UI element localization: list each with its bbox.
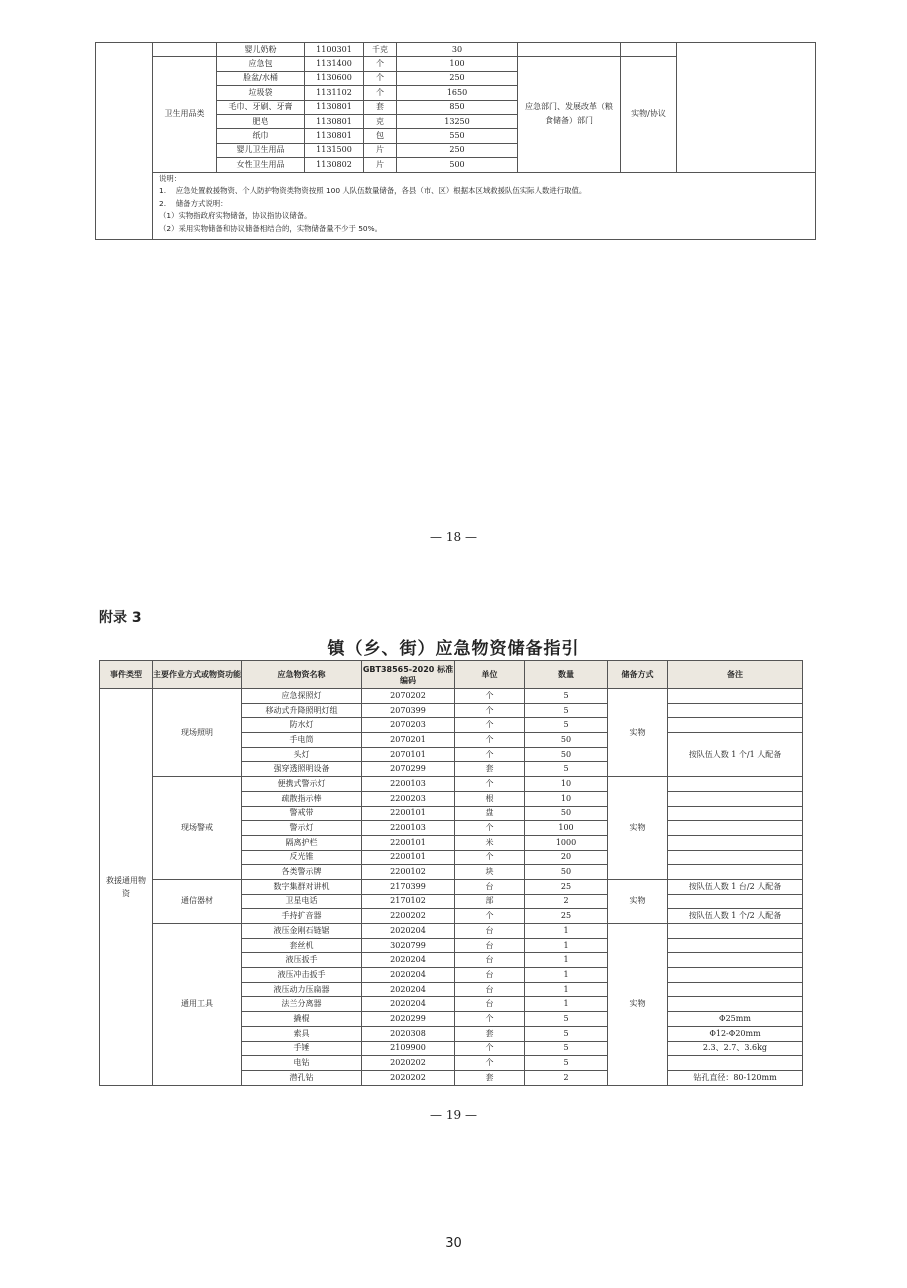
remark-cell — [668, 835, 803, 850]
remark-cell — [668, 791, 803, 806]
item-unit: 个 — [455, 689, 525, 704]
item-code: 2020202 — [362, 1056, 455, 1071]
item-name: 数字集群对讲机 — [242, 879, 362, 894]
item-name: 索具 — [242, 1026, 362, 1041]
item-name: 套丝机 — [242, 938, 362, 953]
remark-cell — [668, 953, 803, 968]
appendix-label: 附录 3 — [99, 610, 142, 626]
header-event-type: 事件类型 — [100, 661, 153, 689]
item-unit: 个 — [455, 747, 525, 762]
item-code: 2200103 — [362, 777, 455, 792]
header-unit: 单位 — [455, 661, 525, 689]
item-code: 2020204 — [362, 953, 455, 968]
item-unit: 个 — [455, 703, 525, 718]
item-qty: 2 — [525, 1070, 608, 1085]
item-code: 1130801 — [305, 129, 364, 143]
item-code: 1131400 — [305, 57, 364, 71]
item-name: 婴儿奶粉 — [217, 43, 305, 57]
item-qty: 1 — [525, 968, 608, 983]
remark-cell — [668, 938, 803, 953]
footer-page-number: 30 — [445, 1236, 462, 1251]
item-code: 2020204 — [362, 924, 455, 939]
note-line: （2）采用实物储备和协议储备相结合的，实物储备量不少于 50%。 — [159, 223, 383, 233]
item-qty: 50 — [525, 747, 608, 762]
item-code: 2020204 — [362, 982, 455, 997]
item-code: 2200203 — [362, 791, 455, 806]
item-name: 手锤 — [242, 1041, 362, 1056]
item-name: 法兰分离器 — [242, 997, 362, 1012]
item-code: 1100301 — [305, 43, 364, 57]
item-code: 1130802 — [305, 158, 364, 172]
item-name: 警戒带 — [242, 806, 362, 821]
item-qty: 500 — [397, 158, 518, 172]
item-code: 2070399 — [362, 703, 455, 718]
item-name: 疏散指示棒 — [242, 791, 362, 806]
remark-cell: Φ25mm — [668, 1012, 803, 1027]
item-name: 防水灯 — [242, 718, 362, 733]
remark-cell — [668, 777, 803, 792]
item-unit: 个 — [364, 57, 397, 71]
item-qty: 5 — [525, 703, 608, 718]
item-qty: 550 — [397, 129, 518, 143]
item-name: 液压金刚石链锯 — [242, 924, 362, 939]
item-name: 婴儿卫生用品 — [217, 143, 305, 157]
item-code: 2020299 — [362, 1012, 455, 1027]
table-row — [100, 879, 803, 894]
item-qty: 5 — [525, 1056, 608, 1071]
notes-row — [96, 172, 816, 239]
item-unit: 片 — [364, 143, 397, 157]
blank-cell — [518, 43, 621, 57]
item-qty: 100 — [525, 821, 608, 836]
note-line: （1）实物指政府实物储备，协议指协议储备。 — [159, 211, 312, 221]
item-unit: 个 — [455, 718, 525, 733]
header-function: 主要作业方式或物资功能 — [153, 661, 242, 689]
item-qty: 10 — [525, 791, 608, 806]
method-cell: 实物 — [608, 777, 668, 880]
item-name: 液压扳手 — [242, 953, 362, 968]
item-qty: 5 — [525, 762, 608, 777]
item-name: 警示灯 — [242, 821, 362, 836]
notes-cell — [153, 172, 816, 239]
top-table — [95, 42, 816, 240]
item-qty: 30 — [397, 43, 518, 57]
item-unit: 台 — [455, 938, 525, 953]
method-cell: 实物 — [608, 924, 668, 1086]
item-name: 女性卫生用品 — [217, 158, 305, 172]
item-code: 1131102 — [305, 86, 364, 100]
remark-cell: 钻孔直径：80-120mm — [668, 1070, 803, 1085]
item-unit: 片 — [364, 158, 397, 172]
note-line: 说明： — [159, 173, 182, 183]
item-code: 3020799 — [362, 938, 455, 953]
remark-cell — [668, 689, 803, 704]
table-row — [100, 924, 803, 939]
header-name: 应急物资名称 — [242, 661, 362, 689]
item-qty: 10 — [525, 777, 608, 792]
item-name: 电钻 — [242, 1056, 362, 1071]
remark-cell — [668, 894, 803, 909]
item-name: 手电筒 — [242, 733, 362, 748]
item-name: 液压动力压扁器 — [242, 982, 362, 997]
item-qty: 25 — [525, 909, 608, 924]
page-number: — 19 — — [430, 1108, 477, 1122]
item-unit: 个 — [455, 909, 525, 924]
item-name: 应急探照灯 — [242, 689, 362, 704]
item-qty: 250 — [397, 71, 518, 85]
item-code: 1131500 — [305, 143, 364, 157]
item-name: 纸巾 — [217, 129, 305, 143]
item-unit: 个 — [455, 733, 525, 748]
item-code: 2170102 — [362, 894, 455, 909]
item-qty: 250 — [397, 143, 518, 157]
item-unit: 盘 — [455, 806, 525, 821]
item-qty: 1 — [525, 982, 608, 997]
item-qty: 1 — [525, 997, 608, 1012]
header-method: 储备方式 — [608, 661, 668, 689]
remark-cell — [668, 821, 803, 836]
item-qty: 1650 — [397, 86, 518, 100]
function-cell: 现场照明 — [153, 689, 242, 777]
item-code: 2020204 — [362, 968, 455, 983]
method-cell: 实物 — [608, 879, 668, 923]
dept-cell: 应急部门、发展改革（粮食储备）部门 — [518, 57, 621, 172]
item-qty: 50 — [525, 733, 608, 748]
method-cell: 实物 — [608, 689, 668, 777]
item-name: 肥皂 — [217, 114, 305, 128]
item-unit: 个 — [455, 850, 525, 865]
item-code: 2170399 — [362, 879, 455, 894]
item-name: 应急包 — [217, 57, 305, 71]
item-unit: 米 — [455, 835, 525, 850]
item-unit: 台 — [455, 953, 525, 968]
item-qty: 1000 — [525, 835, 608, 850]
function-cell: 通信器材 — [153, 879, 242, 923]
reserve-table — [99, 660, 803, 1086]
remark-cell: 2.3、2.7、3.6kg — [668, 1041, 803, 1056]
item-name: 头灯 — [242, 747, 362, 762]
table-row — [96, 43, 816, 57]
item-name: 毛巾、牙刷、牙膏 — [217, 100, 305, 114]
remark-cell — [668, 982, 803, 997]
category-cell: 卫生用品类 — [153, 57, 217, 172]
item-qty: 13250 — [397, 114, 518, 128]
item-unit: 台 — [455, 982, 525, 997]
item-code: 2020204 — [362, 997, 455, 1012]
remark-cell: 按队伍人数 1 个/1 人配备 — [668, 733, 803, 777]
header-code: GBT38565-2020 标准编码 — [362, 661, 455, 689]
item-qty: 5 — [525, 1041, 608, 1056]
item-code: 1130801 — [305, 114, 364, 128]
blank-cell — [621, 43, 677, 57]
item-unit: 套 — [364, 100, 397, 114]
remark-cell: 按队伍人数 1 台/2 人配备 — [668, 879, 803, 894]
table-header-row — [100, 661, 803, 689]
item-code: 2200101 — [362, 806, 455, 821]
item-name: 反光锥 — [242, 850, 362, 865]
item-unit: 个 — [455, 777, 525, 792]
item-unit: 个 — [455, 1056, 525, 1071]
remark-cell — [668, 924, 803, 939]
item-code: 2070203 — [362, 718, 455, 733]
item-name: 便携式警示灯 — [242, 777, 362, 792]
item-unit: 克 — [364, 114, 397, 128]
item-qty: 20 — [525, 850, 608, 865]
remark-cell — [668, 968, 803, 983]
table-row — [100, 689, 803, 704]
item-qty: 2 — [525, 894, 608, 909]
blank-cell — [677, 43, 816, 173]
item-qty: 5 — [525, 718, 608, 733]
note-line: 1. 应急处置救援物资、个人防护物资类物资按照 100 人队伍数量储备，各县（市、区）根据本区域救援队伍实际人数进行取值。 — [159, 186, 587, 196]
item-unit: 个 — [364, 71, 397, 85]
item-name: 卫星电话 — [242, 894, 362, 909]
page-number: — 18 — — [430, 530, 477, 544]
item-code: 2070202 — [362, 689, 455, 704]
item-unit: 个 — [455, 1012, 525, 1027]
item-code: 2109900 — [362, 1041, 455, 1056]
remark-cell — [668, 806, 803, 821]
item-qty: 850 — [397, 100, 518, 114]
item-code: 2070101 — [362, 747, 455, 762]
item-code: 2200101 — [362, 835, 455, 850]
item-unit: 台 — [455, 879, 525, 894]
item-unit: 套 — [455, 1070, 525, 1085]
item-unit: 套 — [455, 762, 525, 777]
item-unit: 部 — [455, 894, 525, 909]
item-unit: 套 — [455, 1026, 525, 1041]
item-qty: 5 — [525, 689, 608, 704]
table-row — [100, 777, 803, 792]
item-code: 2200202 — [362, 909, 455, 924]
item-name: 液压冲击扳手 — [242, 968, 362, 983]
item-qty: 1 — [525, 924, 608, 939]
item-qty: 5 — [525, 1026, 608, 1041]
item-name: 强穿透照明设备 — [242, 762, 362, 777]
remark-cell — [668, 718, 803, 733]
item-code: 2070201 — [362, 733, 455, 748]
item-qty: 100 — [397, 57, 518, 71]
item-unit: 千克 — [364, 43, 397, 57]
item-qty: 1 — [525, 938, 608, 953]
item-code: 2200102 — [362, 865, 455, 880]
item-unit: 台 — [455, 924, 525, 939]
item-code: 1130801 — [305, 100, 364, 114]
item-unit: 个 — [455, 1041, 525, 1056]
item-code: 2070299 — [362, 762, 455, 777]
item-unit: 包 — [364, 129, 397, 143]
item-code: 2020308 — [362, 1026, 455, 1041]
item-name: 隔离护栏 — [242, 835, 362, 850]
remark-cell — [668, 1056, 803, 1071]
function-cell: 现场警戒 — [153, 777, 242, 880]
header-remark: 备注 — [668, 661, 803, 689]
item-qty: 50 — [525, 865, 608, 880]
item-qty: 25 — [525, 879, 608, 894]
blank-cell — [96, 43, 153, 240]
remark-cell — [668, 997, 803, 1012]
event-type-cell: 救援通用物资 — [100, 689, 153, 1086]
item-code: 2200103 — [362, 821, 455, 836]
item-unit: 台 — [455, 997, 525, 1012]
remark-cell: Φ12-Φ20mm — [668, 1026, 803, 1041]
item-name: 垃圾袋 — [217, 86, 305, 100]
item-unit: 台 — [455, 968, 525, 983]
item-name: 各类警示牌 — [242, 865, 362, 880]
item-name: 潜孔钻 — [242, 1070, 362, 1085]
item-name: 移动式升降照明灯组 — [242, 703, 362, 718]
page-title: 镇（乡、街）应急物资储备指引 — [327, 639, 580, 659]
item-code: 2020202 — [362, 1070, 455, 1085]
method-cell: 实物/协议 — [621, 57, 677, 172]
remark-cell — [668, 850, 803, 865]
item-qty: 50 — [525, 806, 608, 821]
remark-cell: 按队伍人数 1 个/2 人配备 — [668, 909, 803, 924]
item-unit: 个 — [364, 86, 397, 100]
item-unit: 块 — [455, 865, 525, 880]
item-qty: 1 — [525, 953, 608, 968]
note-line: 2. 储备方式说明： — [159, 198, 228, 208]
item-name: 脸盆/水桶 — [217, 71, 305, 85]
item-name: 撬棍 — [242, 1012, 362, 1027]
remark-cell — [668, 865, 803, 880]
item-code: 2200101 — [362, 850, 455, 865]
blank-cell — [153, 43, 217, 57]
remark-cell — [668, 703, 803, 718]
item-unit: 根 — [455, 791, 525, 806]
item-unit: 个 — [455, 821, 525, 836]
function-cell: 通用工具 — [153, 924, 242, 1086]
item-qty: 5 — [525, 1012, 608, 1027]
header-qty: 数量 — [525, 661, 608, 689]
item-name: 手持扩音器 — [242, 909, 362, 924]
item-code: 1130600 — [305, 71, 364, 85]
